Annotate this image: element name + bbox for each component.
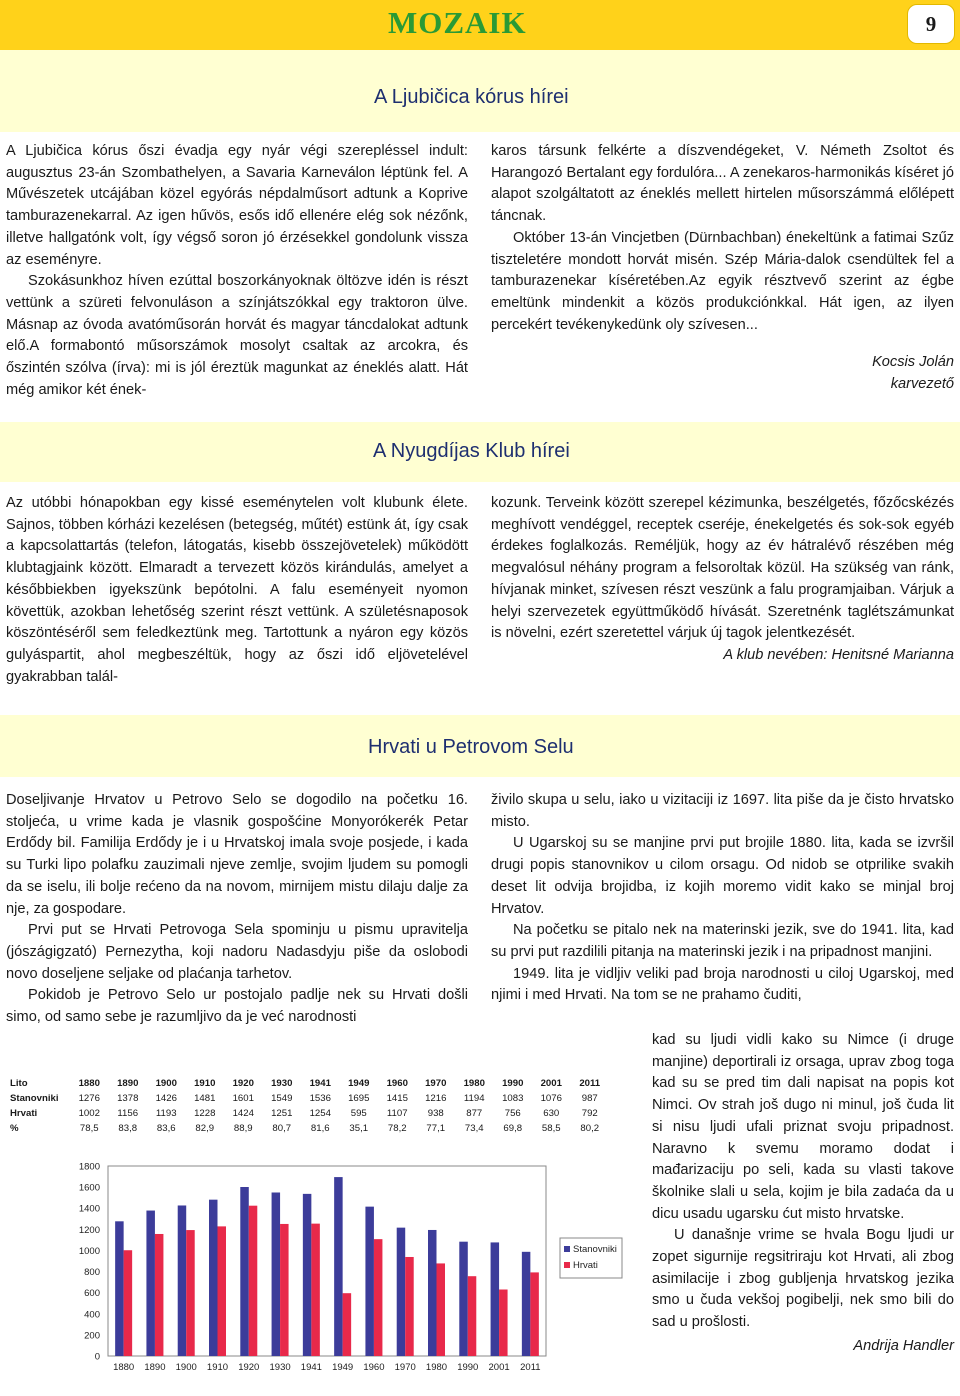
bar-stanovniki-1990 (459, 1242, 468, 1356)
paragraph: Szokásunkhoz híven ezúttal boszorkányoknak öltözve idén is részt vettünk a szüreti felvonuláson a színjátszókkal egy traktoron ülve. Másnap az óvoda avatóműsorán horvát és magyar táncdalokat adtunk elő.A formabontó műsorszámok mosolyt csaltak az arcokra, és őszintén szólva (írva): mi is jól éreztük magunkat az éneklés alatt. Hát még amikor két ének- (6, 273, 468, 398)
signature: A klub nevében: Henitsné Marianna (723, 646, 954, 663)
x-tick-label: 1930 (269, 1362, 291, 1373)
paragraph: A Ljubičica kórus őszi évadja egy nyár végi szerepléssel indult: augusztus 23-án Szombathelyen, a Savaria Karneválon léptünk fel. A Művészetek utcájában közel egyórás népdalműsort adtunk a Koprive tamburazenekarral. Az igen hűvös, esős idő ellenére elég sok nézőnk, illetve hallgatónk volt, így végső soron jó érzésekkel gondolunk vissza az eseményre. (6, 143, 468, 268)
table-cell: 1083 (502, 1093, 524, 1104)
table-cell: 1107 (386, 1108, 408, 1119)
row-label: Hrvati (10, 1108, 38, 1119)
legend-swatch (564, 1262, 570, 1268)
y-tick-label: 1200 (78, 1224, 100, 1236)
table-cell: 83,6 (156, 1123, 176, 1134)
table-cell: 1900 (155, 1078, 177, 1089)
table-cell: 1002 (78, 1108, 100, 1119)
census-table (10, 1076, 609, 1136)
bar-stanovniki-1880 (115, 1221, 124, 1356)
sec3-left-column (6, 790, 468, 1029)
sec2-left-column (6, 493, 468, 688)
table-row (10, 1121, 609, 1136)
table-cell: 1930 (271, 1078, 293, 1089)
paragraph: Pokidob je Petrovo Selo ur postojalo padlje nek su Hrvati došli simo, od samo sebe je razumljivo da je već narodnosti (6, 987, 468, 1026)
paragraph: U današnje vrime se hvala Bogu ljudi ur zopet sigurnije regsitriraju kot Hrvati, ali zbog asimilacije i zbog gubljenja hrvatskog jezika smo u čuda vekšoj pogibelji, nek smo bili do sad u prošlosti. (652, 1227, 954, 1331)
bar-stanovniki-1930 (272, 1192, 281, 1356)
legend-label: Stanovniki (573, 1244, 617, 1255)
sec1-right-column (491, 141, 954, 396)
table-cell: 81,6 (310, 1123, 330, 1134)
bar-stanovniki-1970 (397, 1228, 406, 1356)
table-cell: 630 (543, 1108, 560, 1119)
table-cell: 1228 (194, 1108, 216, 1119)
x-tick-label: 1980 (425, 1362, 448, 1373)
sec3-narrow-column (652, 1030, 954, 1358)
table-cell: 73,4 (464, 1123, 484, 1134)
table-cell: 2011 (579, 1078, 601, 1089)
bar-stanovniki-1910 (209, 1200, 218, 1356)
y-tick-label: 1600 (78, 1182, 100, 1194)
table-cell: 78,5 (79, 1123, 99, 1134)
bar-hrvati-1880 (124, 1250, 133, 1356)
table-cell: 877 (466, 1108, 483, 1119)
x-tick-label: 1880 (113, 1362, 135, 1373)
table-cell: 1695 (348, 1093, 370, 1104)
bar-hrvati-1980 (437, 1263, 446, 1356)
x-tick-label: 2011 (520, 1362, 541, 1373)
bar-stanovniki-1890 (146, 1211, 155, 1356)
table-cell: 1156 (117, 1108, 139, 1119)
table-cell: 595 (350, 1108, 367, 1119)
bar-stanovniki-1920 (240, 1187, 249, 1356)
bar-stanovniki-1980 (428, 1230, 437, 1356)
bar-hrvati-2011 (530, 1272, 539, 1356)
x-tick-label: 1920 (238, 1362, 260, 1373)
legend-swatch (564, 1246, 570, 1252)
table-row (10, 1106, 609, 1121)
table-cell: 83,8 (118, 1123, 138, 1134)
x-tick-label: 1910 (206, 1362, 229, 1373)
section-title-ljubicica: A Ljubičica kórus hírei (374, 86, 569, 108)
table-cell: 80,7 (272, 1123, 292, 1134)
section-title-nyugdijas: A Nyugdíjas Klub hírei (373, 440, 570, 462)
table-cell: 1980 (463, 1078, 485, 1089)
bar-hrvati-2001 (499, 1290, 508, 1357)
x-tick-label: 1949 (332, 1362, 354, 1373)
table-cell: 35,1 (349, 1123, 369, 1134)
table-cell: 88,9 (233, 1123, 253, 1134)
bar-hrvati-1890 (155, 1234, 164, 1356)
sec1-left-column (6, 141, 468, 401)
table-cell: 1941 (309, 1078, 331, 1089)
paragraph: 1949. lita je vidljiv veliki pad broja narodnosti u ciloj Ugarskoj, med njimi i med Hrvati. Na tom se ne prahamo čuditi, (491, 965, 954, 1004)
bar-hrvati-1960 (374, 1239, 383, 1356)
row-label: % (10, 1123, 19, 1134)
x-tick-label: 1970 (394, 1362, 416, 1373)
bar-stanovniki-2011 (522, 1252, 531, 1356)
table-cell: 78,2 (387, 1123, 407, 1134)
table-cell: 1424 (232, 1108, 254, 1119)
table-cell: 1990 (502, 1078, 524, 1089)
bar-stanovniki-1949 (334, 1177, 343, 1356)
y-tick-label: 1000 (78, 1245, 100, 1257)
sec3-right-column (491, 790, 954, 1007)
table-cell: 1960 (386, 1078, 408, 1089)
bar-hrvati-1970 (405, 1257, 414, 1356)
legend-label: Hrvati (573, 1260, 598, 1271)
table-cell: 1910 (194, 1078, 216, 1089)
bar-hrvati-1910 (218, 1226, 227, 1356)
y-tick-label: 1800 (78, 1161, 100, 1173)
page-header (0, 0, 960, 50)
table-cell: 1920 (232, 1078, 254, 1089)
table-cell: 1949 (348, 1078, 370, 1089)
bar-hrvati-1930 (280, 1224, 289, 1356)
table-cell: 1378 (117, 1093, 139, 1104)
table-cell: 80,2 (580, 1123, 600, 1134)
signature-role: karvezető (890, 376, 954, 393)
signature-name: Kocsis Jolán (872, 354, 954, 371)
table-cell: 69,8 (503, 1123, 523, 1134)
row-label: Stanovniki (10, 1093, 59, 1104)
paragraph: karos társunk felkérte a díszvendégeket, V. Németh Zsoltot és Harangozó Bertalant egy fordulóra... A zenekaros-harmonikás kíséret jó alapot szolgáltatott az éneklés mellett hirtelen műsorszámmá előlépett táncnak. (491, 143, 954, 225)
table-cell: 1890 (117, 1078, 139, 1089)
table-row (10, 1076, 609, 1091)
y-tick-label: 800 (84, 1267, 100, 1279)
x-tick-label: 1960 (363, 1362, 385, 1373)
bar-hrvati-1900 (186, 1230, 195, 1356)
x-tick-label: 1941 (300, 1362, 322, 1373)
magazine-title: MOZAIK (388, 5, 527, 40)
table-cell: 2001 (540, 1078, 562, 1089)
table-cell: 1549 (271, 1093, 293, 1104)
table-cell: 1076 (540, 1093, 562, 1104)
table-cell: 1970 (425, 1078, 447, 1089)
row-label: Lito (10, 1078, 28, 1089)
table-cell: 1880 (78, 1078, 100, 1089)
table-cell: 1536 (309, 1093, 331, 1104)
paragraph: kozunk. Terveink között szerepel kézimunka, beszélgetés, főzőcskézés meghívott vendéggel, receptek cseréje, énekelgetés és sok-sok egyéb érdekes foglalkozás. Reméljük, hogy az év hátralévő részében még megvalósul néhány program a felsoroltak közül. Ha szükség van ránk, hívjanak minket, szívesen részt veszünk a falu programjaiban. Várjuk a helyi szervezetek együttműködő hívását. Szeretnénk taglétszámunkat is növelni, ezért szeretettel várjuk új tagok jelentkezését. (491, 495, 954, 642)
table-cell: 792 (581, 1108, 598, 1119)
table-cell: 1481 (194, 1093, 216, 1104)
bar-hrvati-1920 (249, 1206, 257, 1356)
table-cell: 1194 (463, 1093, 485, 1104)
census-bar-chart (60, 1158, 640, 1373)
table-cell: 1426 (155, 1093, 177, 1104)
page-number: 9 (907, 4, 955, 44)
sec2-right-column (491, 493, 954, 667)
x-tick-label: 1890 (144, 1362, 166, 1373)
bar-hrvati-1949 (343, 1293, 352, 1356)
table-cell: 1276 (78, 1093, 100, 1104)
table-cell: 1216 (425, 1093, 447, 1104)
table-cell: 1415 (386, 1093, 408, 1104)
y-tick-label: 400 (84, 1309, 100, 1321)
paragraph: Prvi put se Hrvati Petrovoga Sela spominju u pismu upraviteljа (jószágigzató) Pernezytha, koji nadoru Nadasdyju piše da oslobodi novo doseljene seljake od plaćanja tarhetov. (6, 922, 468, 982)
table-cell: 1251 (271, 1108, 293, 1119)
table-row (10, 1091, 609, 1106)
table-cell: 58,5 (541, 1123, 561, 1134)
paragraph: Október 13-án Vincjetben (Dürnbachban) énekeltünk a fatimai Szűz tiszteletére mondott horvát misén. Szép Mária-dalok csendültek fel a tamburazenekar kíséretében.Az egyik résztvevő szerint az égbe emeltünk mindenkit a közös produkciónkkal. Hát igen, az ilyen percekért tevékenykedünk oly szívesen... (491, 229, 954, 333)
y-tick-label: 200 (84, 1330, 100, 1342)
section-title-hrvati: Hrvati u Petrovom Selu (368, 736, 574, 758)
table-cell: 1193 (155, 1108, 177, 1119)
y-tick-label: 600 (84, 1288, 100, 1300)
x-tick-label: 1900 (175, 1362, 197, 1373)
x-tick-label: 2001 (488, 1362, 510, 1373)
signature: Andrija Handler (853, 1337, 954, 1354)
paragraph: U Ugarskoj su se manjine prvi put brojile 1880. lita, kada se izvršil drugi popis stanovnikov u cilom orsagu. Od nidob se otprilike svakih deset lit odvija brojidba, iz kojih moremo vidit kako se minjal broj Hrvatov. (491, 835, 954, 917)
paragraph: Az utóbbi hónapokban egy kissé eseménytelen volt klubunk élete. Sajnos, többen kórházi kezelésen (betegség, műtét) estünk át, így csak a kapcsolattartás (telefon, látogatás, kisebb összejövetelek) működött klubtagjaink között. Elmaradt a tervezett közös kirándulás, amelyet a későbbiekben igyekszünk bepótolni. A falu eseményeit nyomon követtük, azokban lehetőség szerint részt vettünk. A születésnaposok köszöntéséről sem feledkeztünk meg. Tartottunk a nyáron egy közös gulyáspartit, ahol megbeszéltük, hogy az őszi idő eljövetelével gyakrabban talál- (6, 495, 468, 685)
bar-stanovniki-1941 (303, 1194, 312, 1356)
bar-hrvati-1990 (468, 1276, 477, 1356)
paragraph: kad su ljudi vidli kako su Nimce (i druge manjine) deportirali iz orsaga, uprav zbog toga kad su se pred tim dali napisat na popis kot Nimci. Ov strah još dugo ni minul, još čuda lit si nisu ljudi ufali priznat svoju pripadnost. Naravno k svemu moramo dodat i mađarizaciju po seli, kada su vlasti takove školnike slali u sela, kojim je bila zadaća da u dicu usadu ugarsku ćut misto hrvatske. (652, 1032, 954, 1222)
y-tick-label: 1400 (78, 1203, 100, 1215)
paragraph: živilo skupa u selu, iako u vizitaciji iz 1697. lita piše da je čisto hrvatsko misto. (491, 792, 954, 830)
paragraph: Na početku se pitalo nek na materinski jezik, sve do 1941. lita, kad su prvi put razdilili pitanja na materinski jezik i na pripadnost manjini. (491, 922, 954, 960)
table-cell: 77,1 (426, 1123, 446, 1134)
table-cell: 1254 (309, 1108, 331, 1119)
bar-stanovniki-2001 (491, 1242, 500, 1356)
y-tick-label: 0 (94, 1351, 100, 1363)
bar-hrvati-1941 (311, 1224, 320, 1356)
bar-stanovniki-1960 (365, 1207, 374, 1356)
table-cell: 1601 (232, 1093, 254, 1104)
paragraph: Doseljivanje Hrvatov u Petrovo Selo se dogodilo na početku 16. stoljeća, u vrime kada je vlasnik gospošćine Monyorókerék Petar Erdődy bil. Familija Erdődy je i u Hrvatskoj imala svoje posjede, i kada su Turki lipo polafku zauzimali njeve zemlje, svojim ljudem su pomogli da se iselu, ili bolje rećeno da na novom, mirnijem mistu dilaju dalje za nje, za gospodare. (6, 792, 468, 917)
table-cell: 82,9 (195, 1123, 215, 1134)
table-cell: 756 (504, 1108, 521, 1119)
table-cell: 987 (581, 1093, 598, 1104)
plot-area (108, 1166, 546, 1356)
table-cell: 938 (427, 1108, 444, 1119)
x-tick-label: 1990 (457, 1362, 479, 1373)
bar-stanovniki-1900 (178, 1205, 187, 1356)
